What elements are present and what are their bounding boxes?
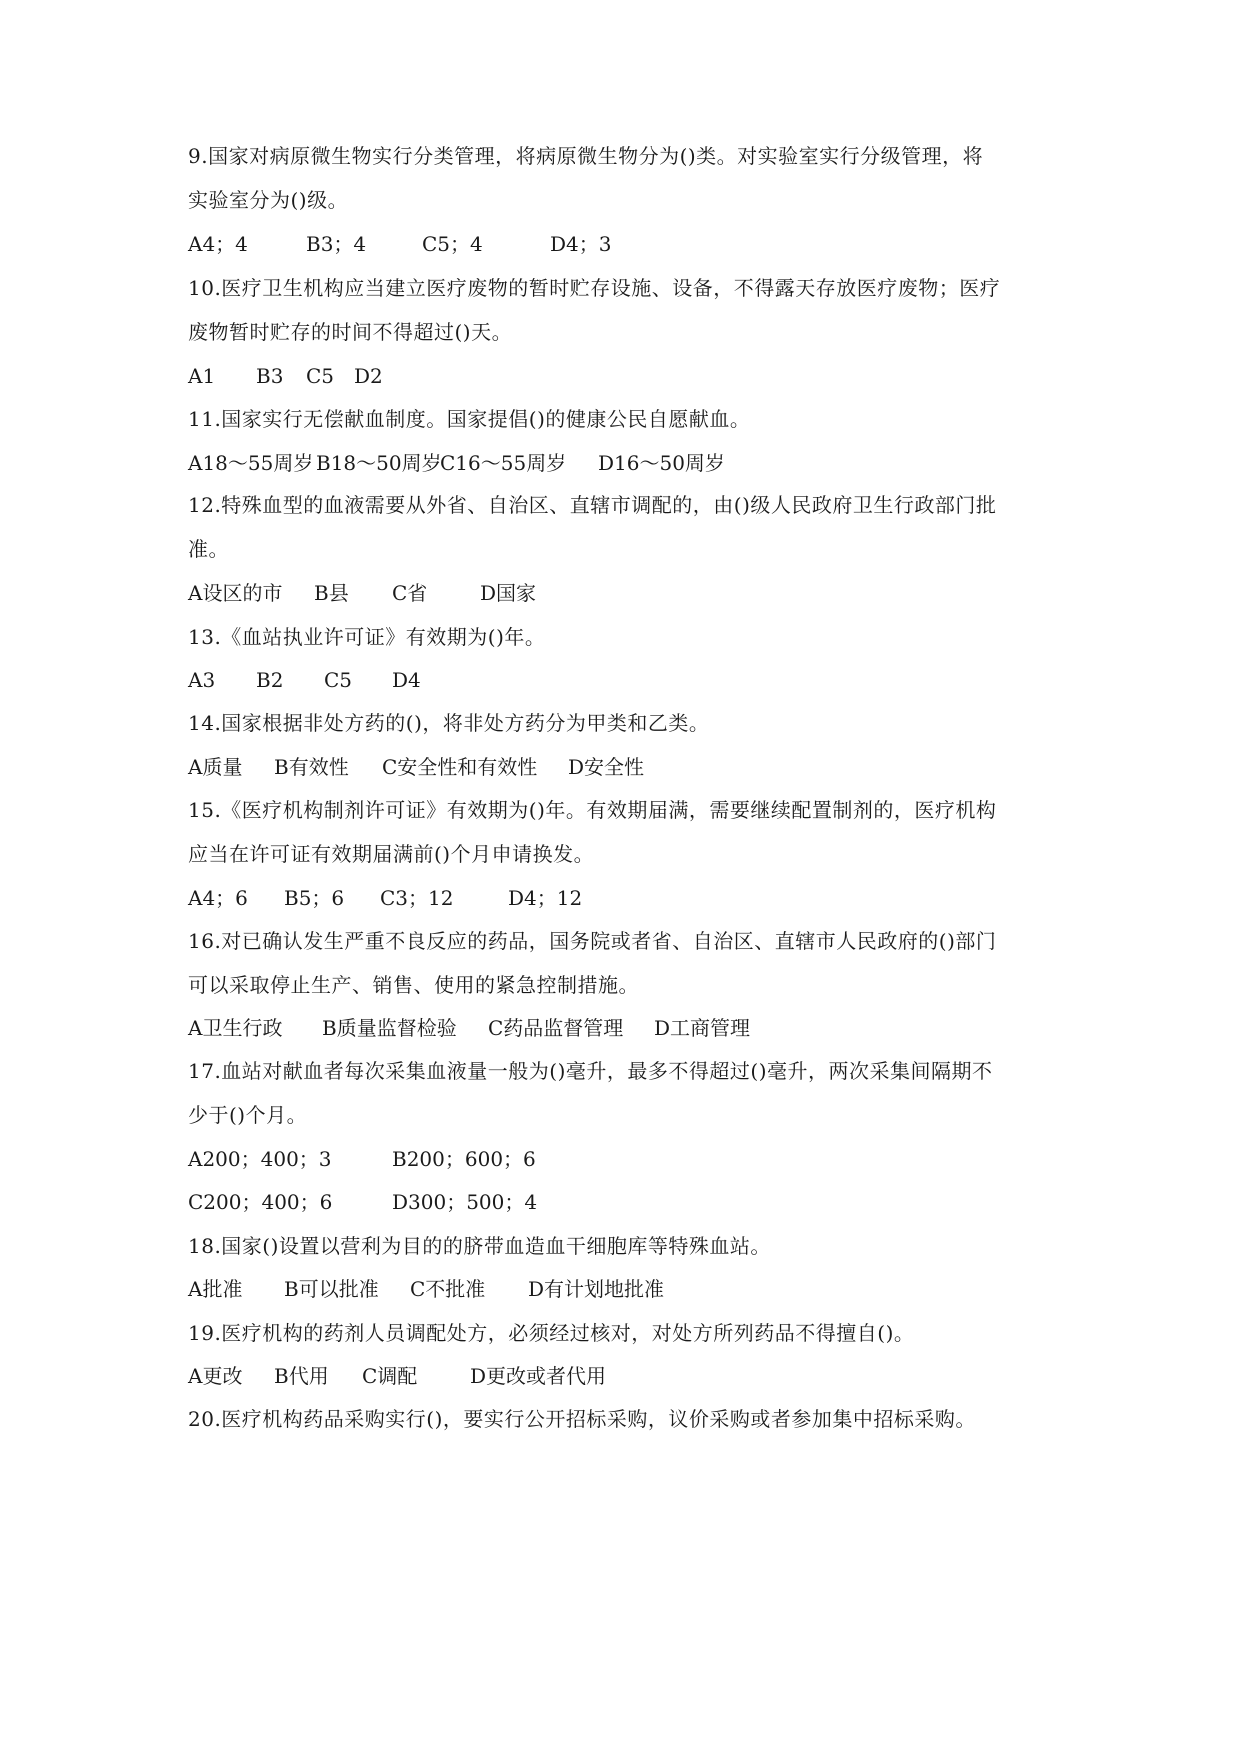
- option-d: D更改或者代用: [470, 1364, 607, 1388]
- option-b: B2: [256, 668, 284, 692]
- question-11-options: [188, 449, 1068, 477]
- question-9-line-2: 实验室分为()级。: [188, 188, 349, 212]
- option-b: B3: [256, 364, 284, 388]
- option-d: D安全性: [568, 755, 645, 779]
- question-13-options: [188, 666, 1068, 694]
- option-c: C药品监督管理: [488, 1016, 624, 1040]
- question-16-line-1: 16.对已确认发生严重不良反应的药品，国务院或者省、自治区、直辖市人民政府的()部门: [188, 929, 997, 953]
- option-a: A4；6: [188, 886, 248, 910]
- option-b: B18～50周岁: [316, 451, 442, 475]
- option-b: B质量监督检验: [322, 1016, 457, 1040]
- question-9-line-1: 9.国家对病原微生物实行分类管理，将病原微生物分为()类。对实验室实行分级管理，将: [188, 144, 984, 168]
- option-a: A质量: [188, 755, 243, 779]
- option-c: C200；400；6: [188, 1190, 333, 1214]
- question-14-line-1: 14.国家根据非处方药的()，将非处方药分为甲类和乙类。: [188, 711, 710, 735]
- option-d: D国家: [480, 581, 537, 605]
- option-c: C5；4: [422, 232, 483, 256]
- option-c: C5: [306, 364, 335, 388]
- question-13-line-1: 13.《血站执业许可证》有效期为()年。: [188, 625, 546, 649]
- option-b: B有效性: [274, 755, 349, 779]
- question-18-line-1: 18.国家()设置以营利为目的的脐带血造血干细胞库等特殊血站。: [188, 1234, 771, 1258]
- option-a: A1: [188, 364, 216, 388]
- question-19-options: [188, 1362, 1068, 1390]
- option-d: D16～50周岁: [598, 451, 725, 475]
- question-14-options: [188, 753, 1068, 781]
- question-18-options: [188, 1275, 1068, 1303]
- option-c: C16～55周岁: [440, 451, 567, 475]
- option-d: D工商管理: [654, 1016, 751, 1040]
- question-12-line-2: 准。: [188, 537, 229, 561]
- question-9-options: [188, 230, 1068, 258]
- question-15-options: [188, 884, 1068, 912]
- question-20-line-1: 20.医疗机构药品采购实行()，要实行公开招标采购，议价采购或者参加集中招标采购。: [188, 1407, 976, 1431]
- option-a: A200；400；3: [188, 1147, 332, 1171]
- question-15-line-1: 15.《医疗机构制剂许可证》有效期为()年。有效期届满，需要继续配置制剂的，医疗机构: [188, 798, 997, 822]
- option-d: D有计划地批准: [528, 1277, 665, 1301]
- question-19-line-1: 19.医疗机构的药剂人员调配处方，必须经过核对，对处方所列药品不得擅自()。: [188, 1321, 915, 1345]
- option-c: C不批准: [410, 1277, 486, 1301]
- question-16-line-2: 可以采取停止生产、销售、使用的紧急控制措施。: [188, 973, 639, 997]
- option-d: D300；500；4: [392, 1190, 538, 1214]
- question-16-options: [188, 1014, 1068, 1042]
- option-c: C5: [324, 668, 353, 692]
- option-d: D4: [392, 668, 421, 692]
- question-17-options-row-1: [188, 1145, 1068, 1173]
- option-a: A更改: [188, 1364, 243, 1388]
- option-a: A批准: [188, 1277, 243, 1301]
- option-c: C3；12: [380, 886, 454, 910]
- question-10-line-2: 废物暂时贮存的时间不得超过()天。: [188, 320, 513, 344]
- option-b: B3；4: [306, 232, 367, 256]
- question-11-line-1: 11.国家实行无偿献血制度。国家提倡()的健康公民自愿献血。: [188, 407, 751, 431]
- question-12-line-1: 12.特殊血型的血液需要从外省、自治区、直辖市调配的，由()级人民政府卫生行政部门批: [188, 493, 997, 517]
- question-12-options: [188, 579, 1068, 607]
- option-b: B200；600；6: [392, 1147, 536, 1171]
- option-a: A18～55周岁: [188, 451, 314, 475]
- option-c: C省: [392, 581, 428, 605]
- option-d: D4；12: [508, 886, 583, 910]
- option-b: B可以批准: [284, 1277, 379, 1301]
- option-d: D4；3: [550, 232, 612, 256]
- question-17-options-row-2: [188, 1188, 1068, 1216]
- question-15-line-2: 应当在许可证有效期届满前()个月申请换发。: [188, 842, 595, 866]
- question-10-line-1: 10.医疗卫生机构应当建立医疗废物的暂时贮存设施、设备，不得露天存放医疗废物；医疗: [188, 276, 1001, 300]
- option-c: C调配: [362, 1364, 418, 1388]
- option-c: C安全性和有效性: [382, 755, 538, 779]
- option-a: A3: [188, 668, 216, 692]
- option-b: B县: [314, 581, 349, 605]
- option-a: A4；4: [188, 232, 248, 256]
- option-a: A卫生行政: [188, 1016, 283, 1040]
- option-b: B5；6: [284, 886, 345, 910]
- option-b: B代用: [274, 1364, 329, 1388]
- question-17-line-2: 少于()个月。: [188, 1103, 308, 1127]
- option-a: A设区的市: [188, 581, 283, 605]
- question-17-line-1: 17.血站对献血者每次采集血液量一般为()毫升，最多不得超过()毫升，两次采集间隔期不: [188, 1059, 993, 1083]
- question-10-options: [188, 362, 1068, 390]
- option-d: D2: [354, 364, 383, 388]
